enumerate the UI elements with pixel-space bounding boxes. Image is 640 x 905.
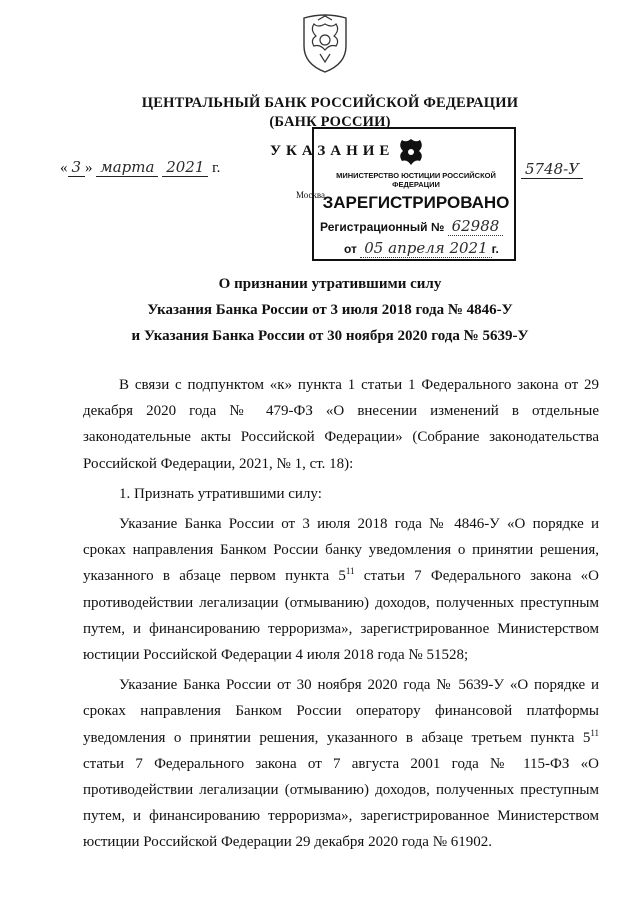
organization-name: ЦЕНТРАЛЬНЫЙ БАНК РОССИЙСКОЙ ФЕДЕРАЦИИ xyxy=(141,95,519,111)
stamp-date xyxy=(344,239,499,257)
stamp-date-value: 05 апреля 2021 xyxy=(360,239,491,258)
stamp-registration-number xyxy=(320,217,503,235)
paragraph-preamble: В связи с подпунктом «к» пункта 1 статьи 1 Федерального закона от 29 декабря 2020 года № 479-ФЗ «О внесении изменений в отдельные законодательные акты Российской Федерации» (Собрание законодательства Российской Федерации, 2021, № 1, ст. 18): xyxy=(83,377,599,472)
decree-5639-sup: 11 xyxy=(590,727,599,738)
date-year: 2021 xyxy=(162,158,208,177)
decree-4846-sup: 11 xyxy=(345,566,355,577)
stamp-date-suffix: г. xyxy=(491,242,499,256)
stamp-emblem-icon xyxy=(394,135,428,169)
decree-5639-text-a: Указание Банка России от 30 ноября 2020 года № 5639-У «О порядке и сроках направления Банком России оператору финансовой платформы уведомления о принятии решения, указанного в абзаце третьем пункта 5 xyxy=(83,677,599,746)
stamp-ministry: МИНИСТЕРСТВО ЮСТИЦИИ РОССИЙСКОЙ ФЕДЕРАЦИИ xyxy=(336,171,496,189)
stamp-reg-label: Регистрационный № xyxy=(320,220,445,234)
date-open-quote: « xyxy=(60,160,68,176)
document-title-line-1: О признании утратившими силу xyxy=(218,276,442,292)
registration-stamp xyxy=(312,127,516,261)
city: Москва xyxy=(296,190,325,200)
document-number-value: 5748-У xyxy=(521,160,583,179)
decree-4846-text-b: статьи 7 Федерального закона «О противодействии легализации (отмыванию) доходов, полученных преступным путем, и финансированию терроризма», зарегистрированное Министерством юстиции Российской Федерации 4 июля 2018 года № 51528; xyxy=(83,568,599,664)
document-title-line-2: Указания Банка России от 3 июля 2018 года № 4846-У xyxy=(147,302,513,318)
document-body xyxy=(83,372,599,856)
paragraph-decree-4846 xyxy=(83,511,599,668)
document-type: УКАЗАНИЕ xyxy=(270,143,395,159)
organization-short-name: (БАНК РОССИИ) xyxy=(269,114,391,130)
decree-5639-text-b: статьи 7 Федерального закона от 7 августа 2001 года № 115-ФЗ «О противодействии легализации (отмыванию) доходов, полученных преступным путем, и финансированию терроризма», зарегистрированное Министерством юстиции Российской Федерации 29 декабря 2020 года № 61902. xyxy=(83,755,599,851)
date-suffix: г. xyxy=(212,160,221,176)
document-date xyxy=(60,158,220,177)
paragraph-item-1: 1. Признать утратившими силу: xyxy=(119,485,322,502)
document-number xyxy=(521,160,583,179)
stamp-reg-value: 62988 xyxy=(448,217,504,236)
date-close-quote: » xyxy=(85,160,93,176)
stamp-registered: ЗАРЕГИСТРИРОВАНО xyxy=(322,193,510,212)
date-day: 3 xyxy=(68,158,86,177)
decree-4846-text-a: Указание Банка России от 3 июля 2018 года № 4846-У «О порядке и сроках направления Банком России банку уведомления о принятии решения, указанного в абзаце первом пункта 5 xyxy=(83,516,599,585)
stamp-date-prefix: от xyxy=(344,242,357,256)
date-month: марта xyxy=(96,158,158,177)
paragraph-decree-5639 xyxy=(83,672,599,855)
document-title-line-3: и Указания Банка России от 30 ноября 2020 года № 5639-У xyxy=(131,328,529,344)
coat-of-arms-icon xyxy=(296,10,354,76)
